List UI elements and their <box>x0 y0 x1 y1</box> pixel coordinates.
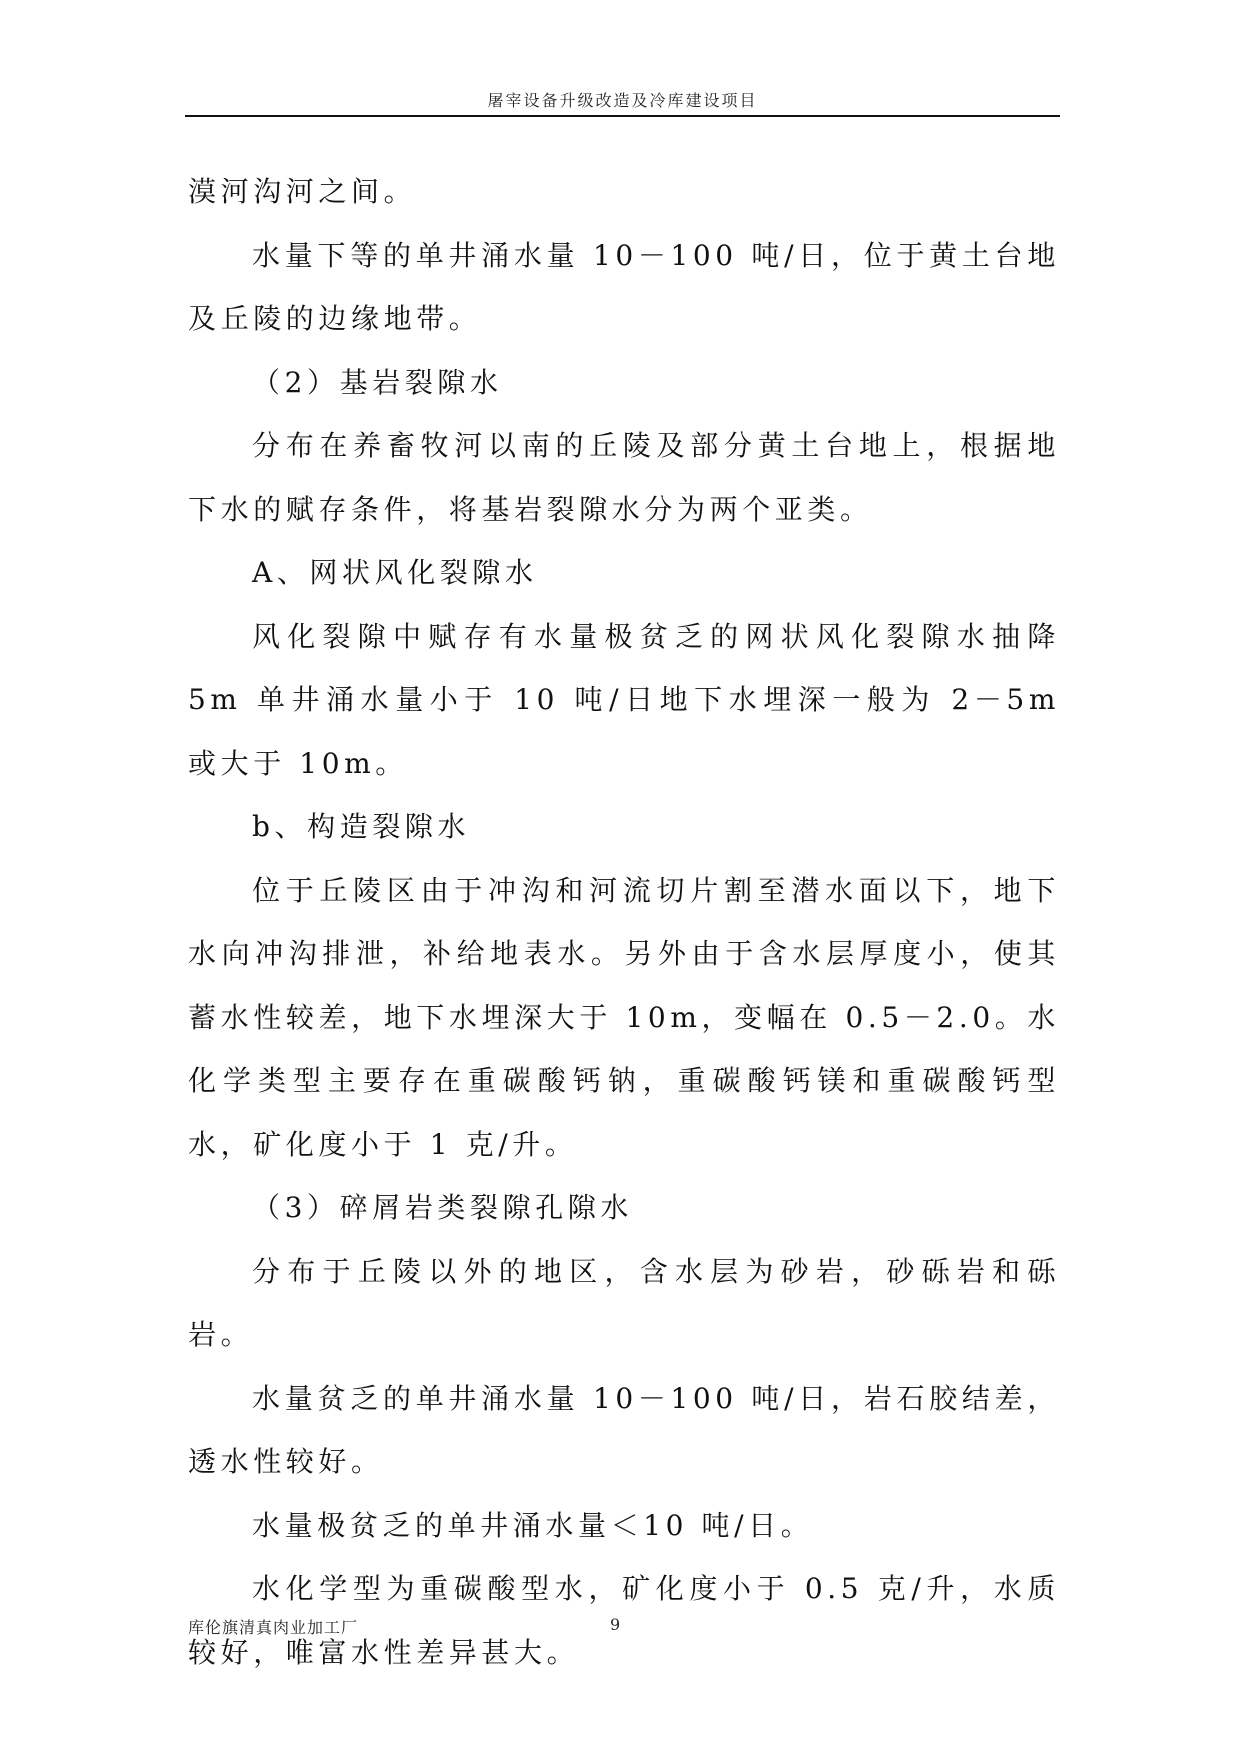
paragraph-12: 水量极贫乏的单井涌水量＜10 吨/日。 <box>252 1508 814 1542</box>
paragraph-10: 分布于丘陵以外的地区，含水层为砂岩，砂砾岩和砾岩。 <box>188 1254 1060 1351</box>
subheading-reticulate-weathering-fissure-water: A、网状风化裂隙水 <box>252 556 538 589</box>
paragraph-11: 水量贫乏的单井涌水量 10－100 吨/日，岩石胶结差，透水性较好。 <box>188 1381 1060 1478</box>
paragraph-8: 位于丘陵区由于冲沟和河流切片割至潜水面以下，地下水向冲沟排泄，补给地表水。另外由于含水层厚度小，使其蓄水性较差，地下水埋深大于 10m，变幅在 0.5－2.0。水化学类型主要存在重碳酸钙钠，重碳酸钙镁和重碳酸钙型水，矿化度小于 1 克/升。 <box>188 873 1060 1161</box>
page-number: 9 <box>610 1615 621 1634</box>
document-body <box>188 160 1060 1684</box>
header-divider <box>185 115 1060 117</box>
section-heading-clastic-rock-water: （3）碎屑岩类裂隙孔隙水 <box>252 1191 634 1224</box>
paragraph-2: 水量下等的单井涌水量 10－100 吨/日，位于黄土台地及丘陵的边缘地带。 <box>188 238 1060 335</box>
footer-company-name: 库伦旗清真肉业加工厂 <box>188 1618 359 1637</box>
subheading-structural-fissure-water: b、构造裂隙水 <box>252 810 471 843</box>
section-heading-bedrock-fissure-water: （2）基岩裂隙水 <box>252 365 503 399</box>
page-header-title: 屠宰设备升级改造及冷库建设项目 <box>487 91 758 110</box>
paragraph-13: 水化学型为重碳酸型水，矿化度小于 0.5 克/升，水质较好，唯富水性差异甚大。 <box>188 1572 1060 1669</box>
paragraph-6: 风化裂隙中赋存有水量极贫乏的网状风化裂隙水抽降 5m 单井涌水量小于 10 吨/日地下水埋深一般为 2－5m 或大于 10m。 <box>188 619 1060 780</box>
paragraph-4: 分布在养畜牧河以南的丘陵及部分黄土台地上，根据地下水的赋存条件，将基岩裂隙水分为两个亚类。 <box>188 429 1060 526</box>
paragraph-1: 漠河沟河之间。 <box>188 175 417 208</box>
